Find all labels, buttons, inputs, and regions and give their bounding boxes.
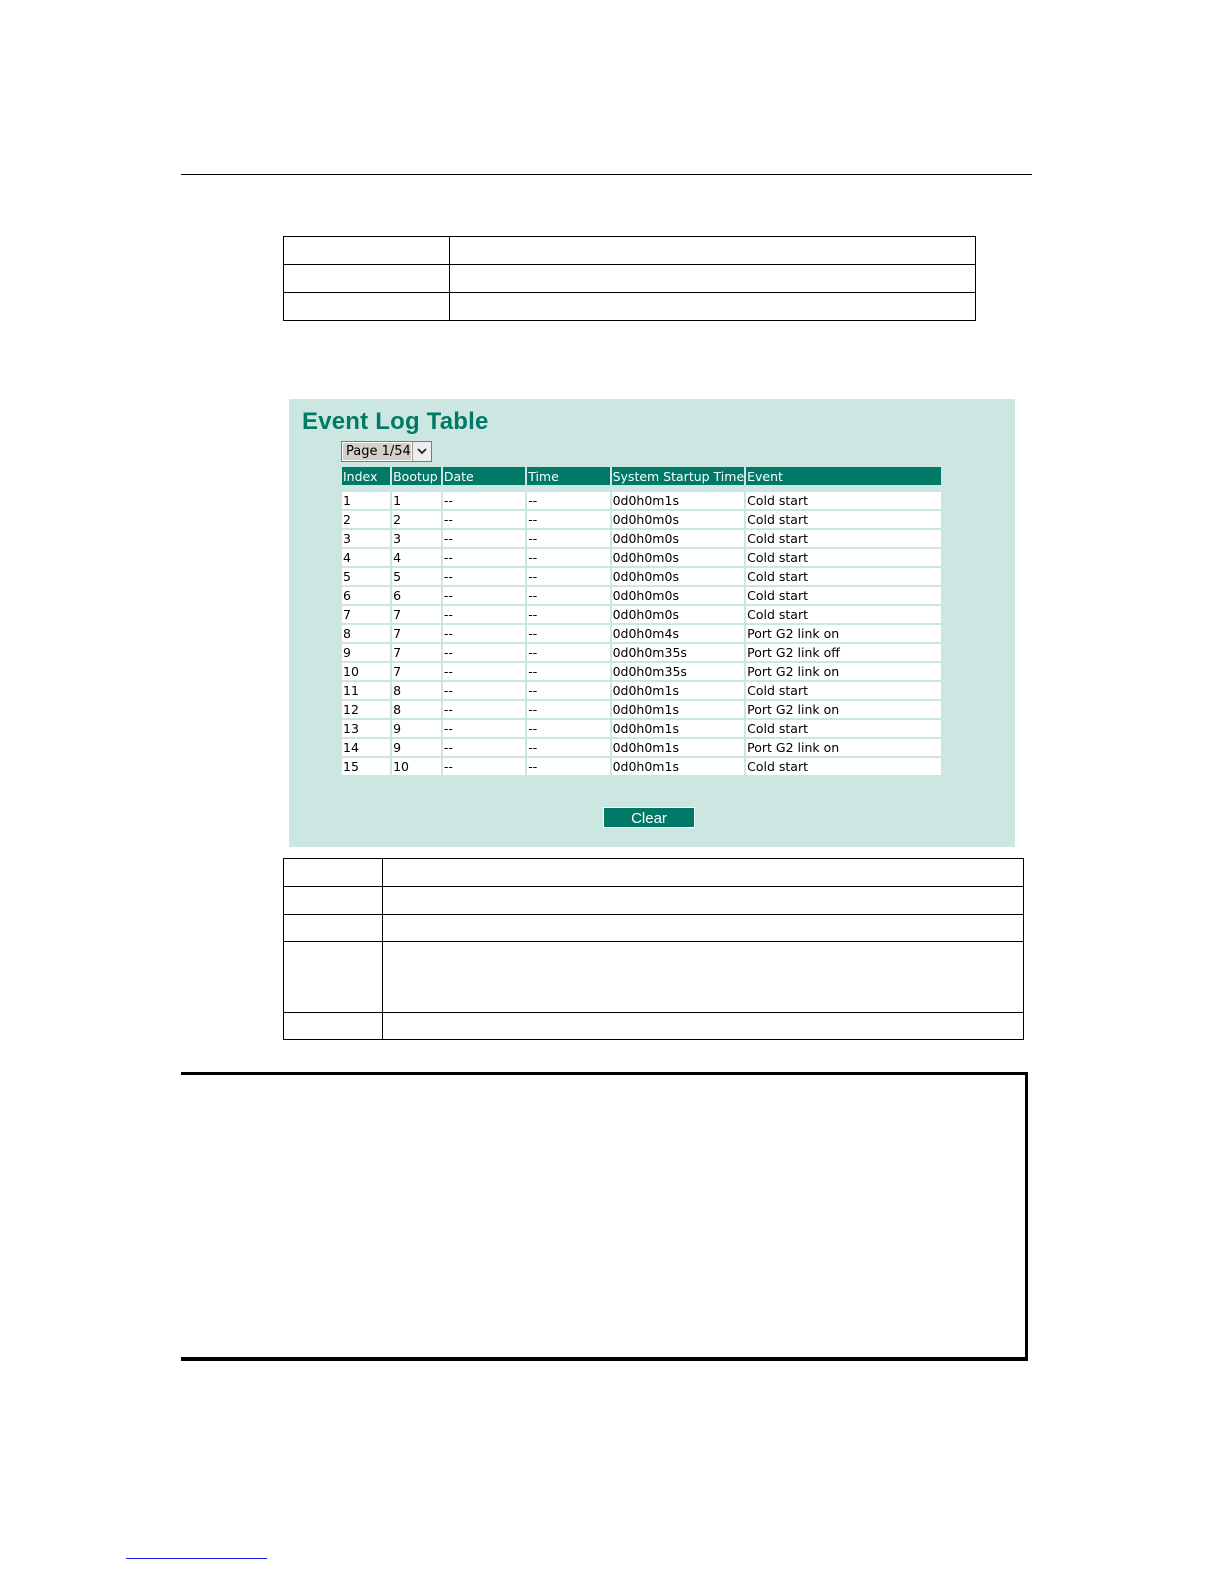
cell-event: Cold start [746,511,941,530]
cell-system-startup-time: 0d0h0m0s [612,549,747,568]
column-header-bootup: Bootup [392,467,443,485]
cell-index: 1 [342,492,392,511]
table-row [342,511,941,530]
cell-date: -- [443,568,527,587]
field-description-table [283,858,1024,1040]
cell-date: -- [443,720,527,739]
table-row [342,492,941,511]
cell-system-startup-time: 0d0h0m35s [612,644,747,663]
cell-event: Cold start [746,606,941,625]
cell-event: Cold start [746,587,941,606]
cell-bootup: 3 [392,530,443,549]
cell-system-startup-time: 0d0h0m1s [612,758,747,777]
column-header-system-startup-time: System Startup Time [612,468,745,484]
page-title: Event Log Table [302,408,489,435]
footer-link[interactable] [126,1558,267,1559]
cell-time: -- [527,720,611,739]
table-header-row [342,467,941,485]
cell-time: -- [527,758,611,777]
cell-bootup: 7 [392,663,443,682]
cell-time: -- [527,625,611,644]
table-row [284,887,1024,915]
table-row [342,625,941,644]
cell-index: 11 [342,682,392,701]
cell-bootup: 7 [392,625,443,644]
cell-date: -- [443,644,527,663]
cell-bootup: 9 [392,739,443,758]
cell-system-startup-time: 0d0h0m0s [612,587,747,606]
cell-event: Cold start [746,720,941,739]
cell-index: 4 [342,549,392,568]
cell-system-startup-time: 0d0h0m1s [612,720,747,739]
header-spacer [342,485,941,492]
table-row [342,720,941,739]
cell-time: -- [527,663,611,682]
cell-index: 15 [342,758,392,777]
cell-event: Cold start [746,568,941,587]
table-row [284,237,976,265]
cell-time: -- [527,606,611,625]
cell-date: -- [443,549,527,568]
table-row [284,915,1024,942]
cell-system-startup-time: 0d0h0m1s [612,739,747,758]
cell-event: Port G2 link on [746,739,941,758]
cell-system-startup-time: 0d0h0m4s [612,625,747,644]
cell-system-startup-time: 0d0h0m1s [612,701,747,720]
clear-button[interactable]: Clear [603,807,695,828]
cell-time: -- [527,701,611,720]
cell-bootup: 7 [392,644,443,663]
cell-bootup: 1 [392,492,443,511]
cell-time: -- [527,587,611,606]
cell-date: -- [443,587,527,606]
cell-index: 13 [342,720,392,739]
column-header-date: Date [443,467,527,485]
cell-date: -- [443,701,527,720]
cell-event: Cold start [746,682,941,701]
cell-time: -- [527,682,611,701]
cell-index: 10 [342,663,392,682]
cell-index: 12 [342,701,392,720]
table-row [342,663,941,682]
cell-time: -- [527,739,611,758]
table-row [342,758,941,777]
table-row [284,1013,1024,1040]
column-header-index: Index [342,467,392,485]
cell-event: Cold start [746,758,941,777]
cell-date: -- [443,625,527,644]
table-row [342,530,941,549]
cell-event: Cold start [746,530,941,549]
cell-event: Cold start [746,492,941,511]
cell-event: Port G2 link on [746,701,941,720]
cell-bootup: 8 [392,682,443,701]
cell-system-startup-time: 0d0h0m0s [612,530,747,549]
cell-bootup: 9 [392,720,443,739]
cell-index: 2 [342,511,392,530]
cell-date: -- [443,739,527,758]
column-header-time: Time [527,467,611,485]
cell-date: -- [443,530,527,549]
cell-event: Port G2 link on [746,625,941,644]
header-rule [181,174,1032,175]
cell-index: 3 [342,530,392,549]
event-log-screenshot [289,399,1015,847]
cell-time: -- [527,492,611,511]
cell-bootup: 2 [392,511,443,530]
table-row [284,859,1024,887]
cell-time: -- [527,644,611,663]
table-row [342,549,941,568]
event-log-table [342,467,941,777]
cell-system-startup-time: 0d0h0m1s [612,682,747,701]
cell-system-startup-time: 0d0h0m0s [612,568,747,587]
cell-bootup: 8 [392,701,443,720]
table-row [342,682,941,701]
cell-index: 14 [342,739,392,758]
cell-date: -- [443,511,527,530]
cell-bootup: 5 [392,568,443,587]
cell-system-startup-time: 0d0h0m0s [612,511,747,530]
cell-time: -- [527,568,611,587]
table-row [342,739,941,758]
page-select-value: Page 1/54 [343,443,411,460]
cell-index: 7 [342,606,392,625]
cell-date: -- [443,663,527,682]
cell-bootup: 6 [392,587,443,606]
table-row [284,293,976,321]
cell-date: -- [443,758,527,777]
cell-system-startup-time: 0d0h0m35s [612,663,747,682]
cell-bootup: 10 [392,758,443,777]
cell-index: 8 [342,625,392,644]
cell-event: Cold start [746,549,941,568]
table-row [342,568,941,587]
table-row [342,701,941,720]
cell-bootup: 7 [392,606,443,625]
table-row [342,606,941,625]
page-select[interactable] [341,441,432,462]
cell-bootup: 4 [392,549,443,568]
column-header-event: Event [746,467,941,485]
table-row [284,942,1024,1013]
table-row [342,644,941,663]
cell-time: -- [527,549,611,568]
cell-index: 9 [342,644,392,663]
cell-date: -- [443,492,527,511]
settings-description-table [283,236,976,321]
cell-event: Port G2 link off [746,644,941,663]
cell-system-startup-time: 0d0h0m1s [612,492,747,511]
cell-system-startup-time: 0d0h0m0s [612,606,747,625]
note-box [181,1072,1028,1361]
table-row [284,265,976,293]
cell-date: -- [443,606,527,625]
chevron-down-icon[interactable] [412,442,431,461]
table-row [342,587,941,606]
cell-event: Port G2 link on [746,663,941,682]
cell-date: -- [443,682,527,701]
cell-index: 5 [342,568,392,587]
cell-index: 6 [342,587,392,606]
cell-time: -- [527,530,611,549]
cell-time: -- [527,511,611,530]
